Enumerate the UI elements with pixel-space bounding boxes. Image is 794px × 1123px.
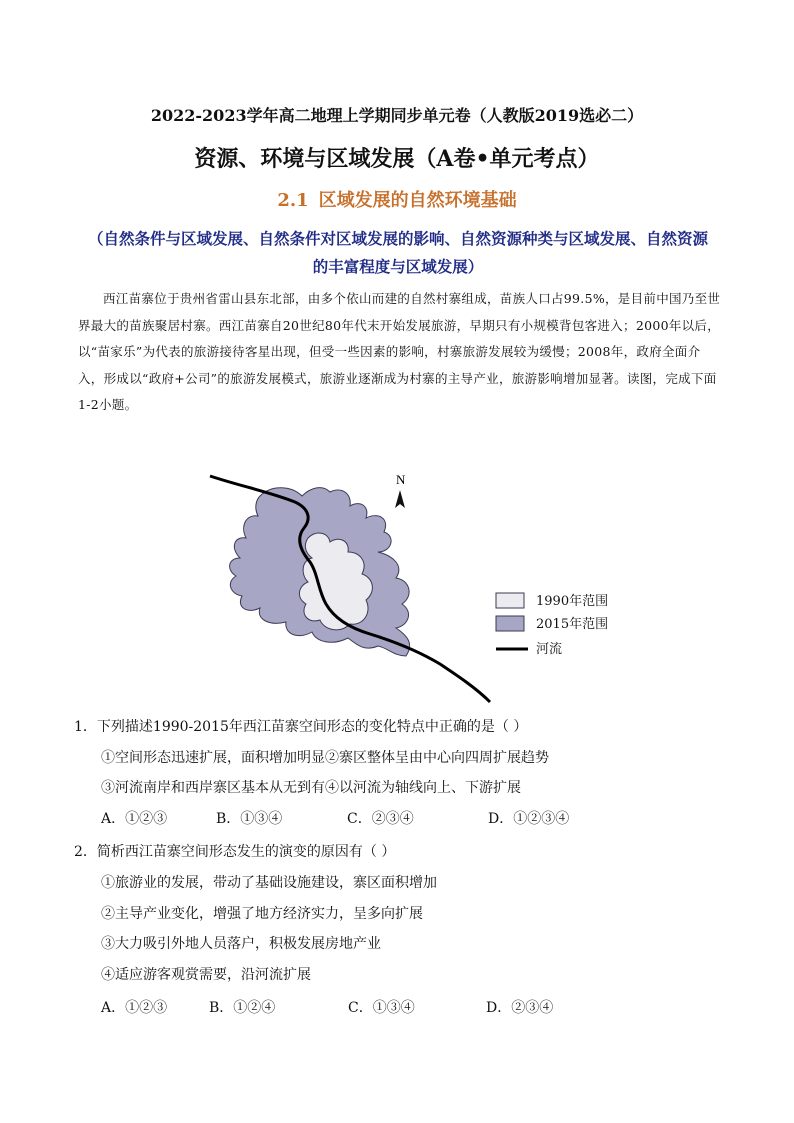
question-2-stem: 2．简析西江苗寨空间形态发生的演变的原因有（ ） (74, 844, 396, 860)
section-number: 2.1 (277, 190, 309, 211)
section-title (0, 186, 794, 212)
section-name: 区域发展的自然环境基础 (318, 190, 517, 211)
question-2-option-b[interactable]: B．①②④ (209, 1000, 276, 1016)
legend-label-1990: 1990年范围 (536, 594, 609, 609)
question-2-item: ①旅游业的发展，带动了基础设施建设，寨区面积增加 (101, 875, 437, 891)
unit-title: 资源、环境与区域发展（A卷•单元考点） (194, 146, 600, 172)
exam-title: 2022-2023学年高二地理上学期同步单元卷（人教版2019选必二） (150, 106, 644, 125)
question-1-option-b[interactable]: B．①③④ (216, 811, 283, 827)
question-1-option-d[interactable]: D．①②③④ (488, 811, 570, 827)
question-2-option-c[interactable]: C．①③④ (348, 1000, 415, 1016)
question-1-option-c[interactable]: C．②③④ (347, 811, 414, 827)
north-label: N (396, 472, 406, 487)
question-2-option-a[interactable]: A．①②③ (101, 1000, 168, 1016)
north-arrow-icon (395, 490, 405, 508)
village-map (200, 466, 620, 706)
section-subtitle (78, 225, 718, 281)
question-2-item: ④适应游客观赏需要，沿河流扩展 (101, 967, 311, 983)
legend-label-2015: 2015年范围 (536, 617, 609, 632)
question-1-item: ③河流南岸和西岸寨区基本从无到有④以河流为轴线向上、下游扩展 (101, 780, 521, 796)
legend-label-river: 河流 (536, 642, 563, 657)
subtitle-line-2: 的丰富程度与区域发展） (312, 257, 484, 276)
question-2-item: ③大力吸引外地人员落户，积极发展房地产业 (101, 936, 381, 952)
legend-swatch-1990 (496, 593, 524, 608)
intro-paragraph: 西江苗寨位于贵州省雷山县东北部，由多个依山而建的自然村寨组成，苗族人口占99.5%，是目前中国乃至世界最大的苗族聚居村寨。西江苗寨自20世纪80年代末开始发展旅游，早期只有小规模背包客进入；2000年以后，以“苗家乐”为代表的旅游接待客星出现，但受一些因素的影响，村寨旅游发展较为缓慢；2008年，政府全面介入，形成以“政府+公司”的旅游发展模式，旅游业逐渐成为村寨的主导产业，旅游影响增加显著。读图，完成下面1-2小题。 (78, 291, 721, 412)
question-1-stem: 1．下列描述1990-2015年西江苗寨空间形态的变化特点中正确的是（ ） (74, 719, 528, 735)
question-2-option-d[interactable]: D．②③④ (486, 1000, 554, 1016)
legend-swatch-2015 (496, 616, 524, 631)
question-1-option-a[interactable]: A．①②③ (101, 811, 168, 827)
subtitle-line-1: （自然条件与区域发展、自然条件对区域发展的影响、自然资源种类与区域发展、自然资源 (87, 229, 708, 248)
question-1-item: ①空间形态迅速扩展，面积增加明显②寨区整体呈由中心向四周扩展趋势 (101, 750, 549, 766)
question-2-item: ②主导产业变化，增强了地方经济实力，呈多向扩展 (101, 906, 423, 922)
